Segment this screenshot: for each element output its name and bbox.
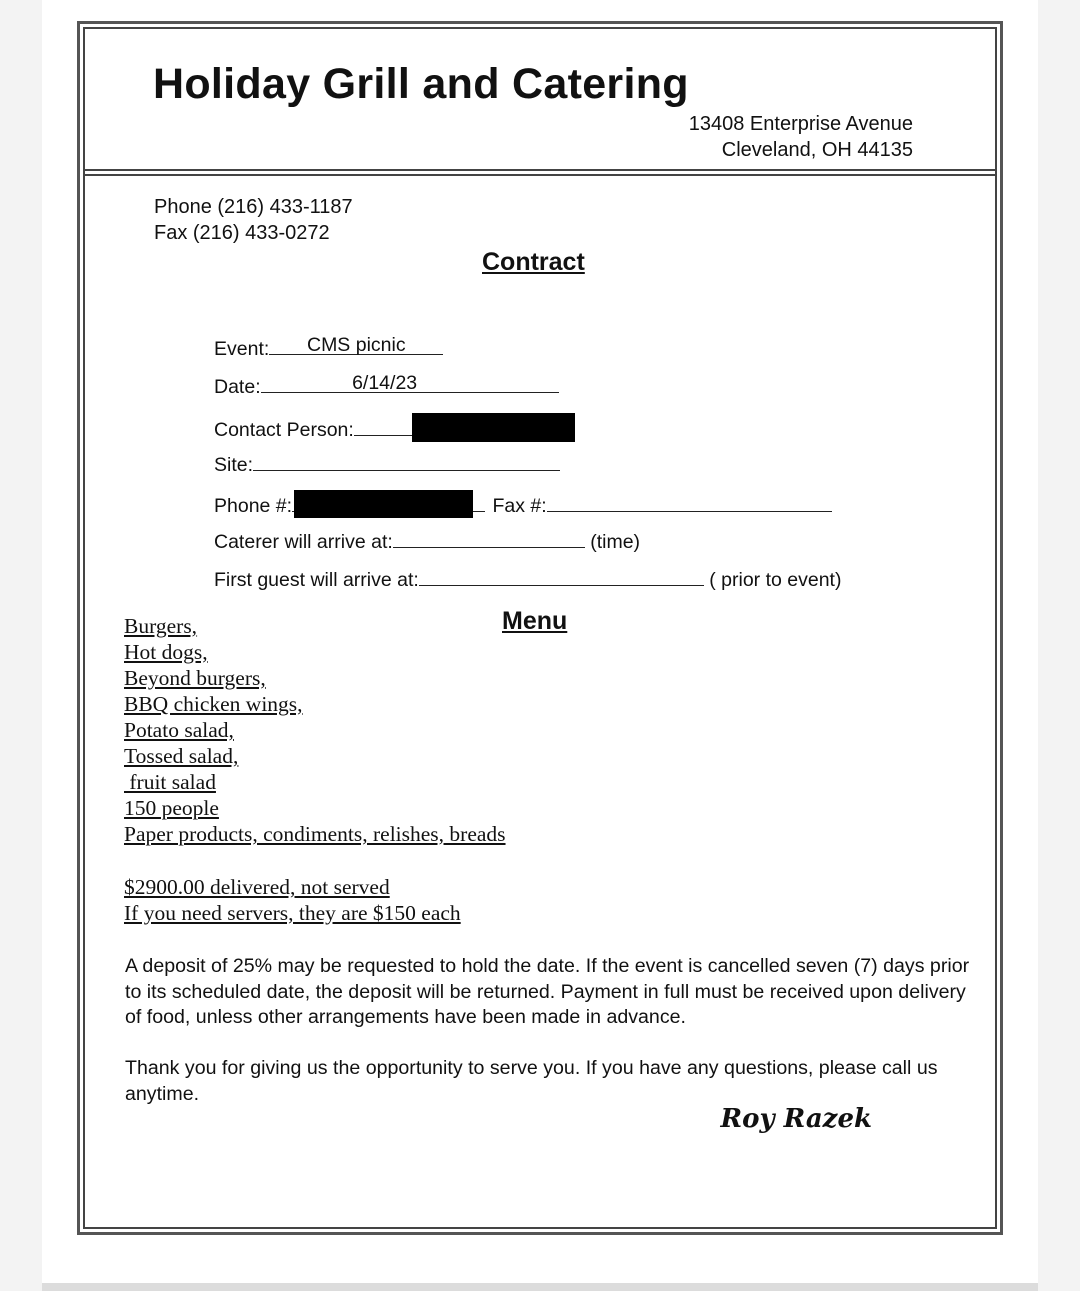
menu-item: BBQ chicken wings, xyxy=(124,692,303,716)
servers-line: If you need servers, they are $150 each xyxy=(124,901,461,925)
phone-fax-field xyxy=(214,490,832,518)
contact-person-field xyxy=(214,413,575,442)
menu-item: Paper products, condiments, relishes, breads xyxy=(124,822,506,846)
event-value: CMS picnic xyxy=(306,334,406,356)
redaction-box xyxy=(412,413,575,442)
site-label: Site: xyxy=(214,454,254,476)
company-phone: Phone (216) 433-1187 xyxy=(154,196,353,218)
caterer-arrival-label: Caterer will arrive at: xyxy=(214,531,393,553)
contact-person-line xyxy=(354,417,412,436)
date-value: 6/14/23 xyxy=(352,372,418,394)
caterer-arrival-field xyxy=(214,529,640,554)
deposit-terms: A deposit of 25% may be requested to hold the date. If the event is cancelled seven (7) days prior to its scheduled date, the deposit will be returned. Payment in full must be received upon delivery of food, unless other arrangements have been made in advance. xyxy=(125,955,970,1028)
site-field xyxy=(214,452,560,477)
fax-label: Fax #: xyxy=(492,495,547,517)
contract-title: Contract xyxy=(482,248,585,276)
guest-arrival-label: First guest will arrive at: xyxy=(214,569,419,591)
menu-title: Menu xyxy=(502,607,568,635)
fax-line xyxy=(547,493,832,512)
price-line: $2900.00 delivered, not served xyxy=(124,875,390,899)
menu-item: fruit salad xyxy=(124,770,216,794)
caterer-arrival-line xyxy=(393,529,585,548)
company-fax: Fax (216) 433-0272 xyxy=(154,222,330,244)
menu-item: Burgers, xyxy=(124,614,198,638)
event-field xyxy=(214,336,443,361)
date-line xyxy=(261,374,559,393)
signature: Roy Razek xyxy=(720,1104,872,1134)
header-divider xyxy=(83,169,997,171)
address-line-1: 13408 Enterprise Avenue xyxy=(688,113,913,135)
contact-person-label: Contact Person: xyxy=(214,419,354,441)
site-line xyxy=(253,452,560,471)
guest-arrival-suffix: ( prior to event) xyxy=(709,569,842,591)
closing-note: Thank you for giving us the opportunity to serve you. If you have any questions, please call us anytime. xyxy=(125,1057,938,1105)
caterer-arrival-suffix: (time) xyxy=(590,531,641,553)
header-divider-second xyxy=(83,174,997,176)
guest-arrival-line xyxy=(419,567,704,586)
company-name: Holiday Grill and Catering xyxy=(153,60,689,108)
date-field xyxy=(214,374,559,399)
menu-item: Beyond burgers, xyxy=(124,666,266,690)
event-line xyxy=(269,336,443,355)
address-line-2: Cleveland, OH 44135 xyxy=(721,139,913,161)
menu-item: Hot dogs, xyxy=(124,640,208,664)
guest-arrival-field xyxy=(214,567,841,592)
menu-item: Potato salad, xyxy=(124,718,234,742)
menu-item: Tossed salad, xyxy=(124,744,239,768)
event-label: Event: xyxy=(214,338,270,360)
menu-item: 150 people xyxy=(124,796,219,820)
page-edge xyxy=(42,1283,1038,1291)
date-label: Date: xyxy=(214,376,261,398)
phone-label: Phone #: xyxy=(214,495,293,517)
redaction-box xyxy=(294,490,473,518)
